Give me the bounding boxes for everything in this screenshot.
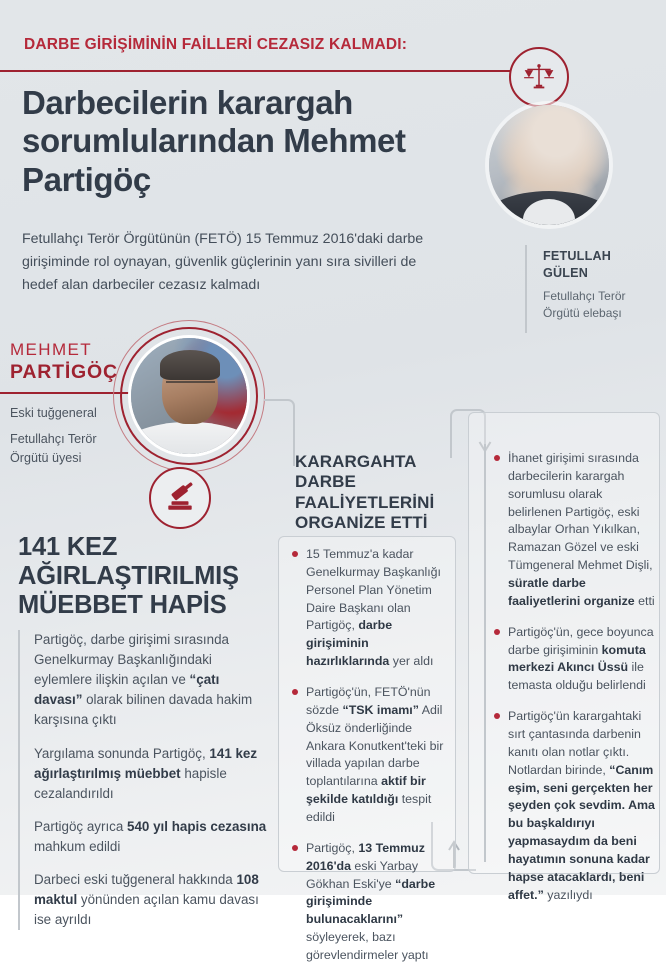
list-item: İhanet girişimi sırasında darbecilerin karargah sorumlusu olarak belirlenen Partigöç, eski albaylar Orhan Yıkılkan, Ramazan Gözel ve eski Tümgeneral Mehmet Dişli, süratle darbe faaliyetlerini organize etti bbox=[494, 450, 658, 611]
list-item: Partigöç'ün, FETÖ'nün sözde “TSK imamı” Adil Öksüz önderliğinde Ankara Konutkent'teki bir villada yapılan darbe toplantılarına aktif bir şekilde katıldığı tespit edildi bbox=[292, 684, 454, 827]
gulen-name-line1: FETULLAH bbox=[543, 249, 612, 263]
partigoc-role-line2: Fetullahçı Terör Örgütü üyesi bbox=[10, 432, 97, 466]
mehmet-partigoc-photo bbox=[128, 335, 250, 457]
partigoc-hair-shape bbox=[160, 350, 220, 380]
gulen-role-line1: Fetullahçı Terör bbox=[543, 289, 626, 303]
middle-column-heading: KARARGAHTA DARBE FAALİYETLERİNİ ORGANİZE ETTİ bbox=[295, 452, 435, 533]
list-item: Partigöç ayrıca 540 yıl hapis cezasına mahkum edildi bbox=[34, 818, 267, 854]
gulen-role-line2: Örgütü elebaşı bbox=[543, 306, 622, 321]
gavel-icon bbox=[149, 467, 211, 529]
fetullah-gulen-photo bbox=[489, 105, 609, 225]
list-item: Partigöç'ün, gece boyunca darbe girişiminin komuta merkezi Akıncı Üssü ile temasta olduğu belirlendi bbox=[494, 624, 658, 695]
subtitle-text: Fetullahçı Terör Örgütünün (FETÖ) 15 Temmuz 2016'daki darbe girişiminde rol oynayan, güvenlik güçlerinin yanı sıra sivilleri de hedef alan darbeciler cezasız kalmadı bbox=[22, 231, 424, 293]
partigoc-role-line1: Eski tuğgeneral bbox=[10, 406, 97, 420]
left-column-heading: 141 KEZ AĞIRLAŞTIRILMIŞ MÜEBBET HAPİS bbox=[18, 533, 239, 620]
scales-of-justice-icon bbox=[509, 47, 569, 107]
left-column-list bbox=[18, 630, 270, 930]
top-rule-divider bbox=[0, 70, 521, 72]
gulen-name-line2: GÜLEN bbox=[543, 266, 589, 280]
right-column-list bbox=[494, 450, 658, 918]
partigoc-glasses-shape bbox=[166, 381, 215, 390]
partigoc-role-label bbox=[10, 404, 130, 475]
list-item: Darbeci eski tuğgeneral hakkında 108 maktul yönünden açılan kamu davası ise ayrıldı bbox=[34, 872, 259, 928]
partigoc-first-name: MEHMET bbox=[10, 340, 93, 359]
list-item: Partigöç'ün karargahtaki sırt çantasında darbenin kanıtı olan notlar çıktı. Notlardan birinde, “Canım eşim, seni gerçekten her şeyden çok sevdim. Ama bu başkaldırıyı yapmasaydım da beni hayatımın sonuna kadar hapse atacaklardı, beni affet.” yazılıydı bbox=[494, 708, 658, 904]
partigoc-last-name: PARTİGÖÇ bbox=[10, 361, 118, 383]
list-item: Partigöç, darbe girişimi sırasında Genelkurmay Başkanlığındaki eylemlere ilişkin açılan ve “çatı davası” olarak bilinen davada hakim karşısına çıktı bbox=[34, 632, 253, 728]
list-item: Partigöç, 13 Temmuz 2016'da eski Yarbay Gökhan Eski'ye “darbe girişiminde bulunacaklarını” söyleyerek, bazı görevlendirmeler yaptı bbox=[292, 840, 454, 965]
gulen-role-label bbox=[543, 288, 661, 322]
right-column-rail bbox=[484, 444, 486, 862]
kicker-text: DARBE GİRİŞİMİNİN FAİLLERİ CEZASIZ KALMADI: bbox=[24, 36, 408, 53]
middle-column-list bbox=[292, 546, 454, 978]
list-item: Yargılama sonunda Partigöç, 141 kez ağırlaştırılmış müebbet hapisle cezalandırıldı bbox=[34, 745, 258, 801]
gulen-name-label bbox=[543, 248, 661, 282]
page-title: Darbecilerin karargah sorumlularından Mehmet Partigöç bbox=[22, 84, 406, 198]
gulen-caption-divider bbox=[525, 245, 527, 333]
list-item: 15 Temmuz'a kadar Genelkurmay Başkanlığı Personel Plan Yönetim Daire Başkanı olan Partigöç, darbe girişiminin hazırlıklarında yer aldı bbox=[292, 546, 454, 671]
